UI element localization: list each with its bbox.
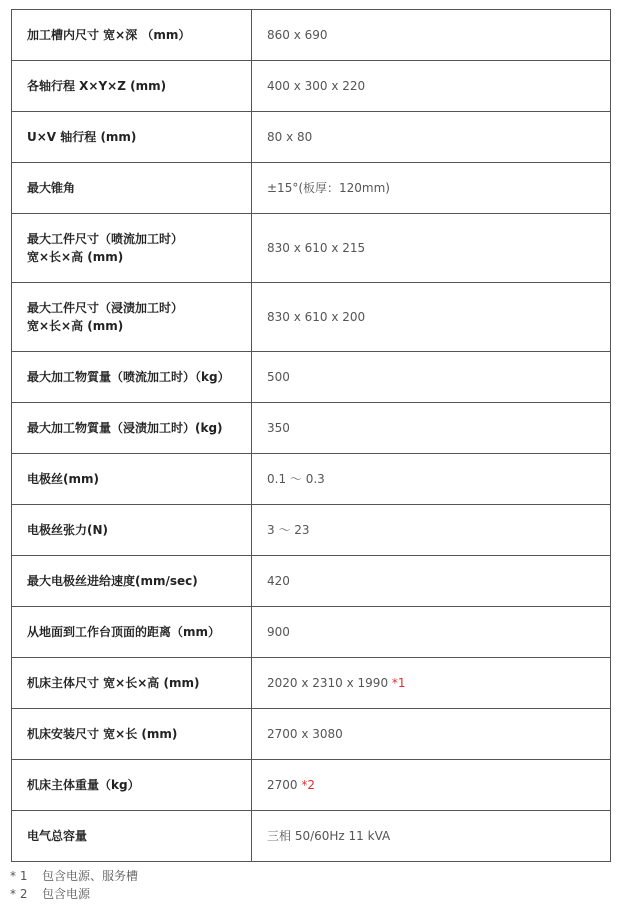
spec-label: 电极丝张力(N) — [12, 505, 252, 556]
spec-label: 最大工件尺寸（浸渍加工时） 宽×长×高 (mm) — [12, 283, 252, 352]
spec-label: 加工槽内尺寸 宽×深 （mm） — [12, 10, 252, 61]
table-row — [12, 163, 611, 214]
table-row — [12, 709, 611, 760]
footnote — [10, 885, 138, 903]
table-row — [12, 556, 611, 607]
spec-value — [252, 709, 611, 760]
spec-label: 各轴行程 X×Y×Z (mm) — [12, 61, 252, 112]
spec-value — [252, 556, 611, 607]
table-row — [12, 61, 611, 112]
spec-value — [252, 658, 611, 709]
spec-value — [252, 10, 611, 61]
spec-value — [252, 352, 611, 403]
spec-label: 最大工件尺寸（喷流加工时） 宽×长×高 (mm) — [12, 214, 252, 283]
table-row — [12, 214, 611, 283]
spec-value-text: 3 ～ 23 — [267, 523, 310, 537]
footnote-text: 包含电源 — [42, 887, 91, 901]
spec-value — [252, 214, 611, 283]
spec-value-text: 80 x 80 — [267, 130, 313, 144]
footnote-ref: *1 — [391, 676, 406, 690]
spec-value — [252, 163, 611, 214]
table-row — [12, 760, 611, 811]
table-row — [12, 403, 611, 454]
footnotes — [10, 867, 138, 903]
spec-label: 最大锥角 — [12, 163, 252, 214]
footnote-mark: * 1 — [10, 869, 28, 883]
spec-value — [252, 607, 611, 658]
spec-value — [252, 283, 611, 352]
table-row — [12, 658, 611, 709]
spec-label: 最大加工物質量（喷流加工时）（kg） — [12, 352, 252, 403]
table-row — [12, 283, 611, 352]
spec-value-text: ±15°(板厚：120mm) — [267, 181, 390, 195]
footnote-ref: *2 — [301, 778, 316, 792]
spec-value-text: 0.1 ～ 0.3 — [267, 472, 325, 486]
spec-value — [252, 505, 611, 556]
spec-value-text: 2020 x 2310 x 1990 — [267, 676, 389, 690]
footnote-mark: * 2 — [10, 887, 28, 901]
spec-value-text: 900 — [267, 625, 290, 639]
table-row — [12, 352, 611, 403]
spec-value-text: 三相 50/60Hz 11 kVA — [267, 829, 391, 843]
spec-value — [252, 760, 611, 811]
table-row — [12, 811, 611, 862]
table-row — [12, 505, 611, 556]
spec-label: U×V 轴行程 (mm) — [12, 112, 252, 163]
spec-value — [252, 811, 611, 862]
spec-label: 最大电极丝进给速度(mm/sec) — [12, 556, 252, 607]
spec-value — [252, 61, 611, 112]
spec-label: 最大加工物質量（浸渍加工时）(kg) — [12, 403, 252, 454]
spec-label: 电气总容量 — [12, 811, 252, 862]
spec-value-text: 2700 x 3080 — [267, 727, 343, 741]
spec-label: 机床主体重量（kg） — [12, 760, 252, 811]
spec-value-text: 420 — [267, 574, 290, 588]
spec-label: 从地面到工作台顶面的距离（mm） — [12, 607, 252, 658]
spec-table — [11, 9, 611, 862]
spec-value-text: 2700 — [267, 778, 298, 792]
spec-value-text: 860 x 690 — [267, 28, 328, 42]
spec-value-text: 500 — [267, 370, 290, 384]
table-row — [12, 454, 611, 505]
footnote-text: 包含电源、服务槽 — [42, 869, 139, 883]
footnote — [10, 867, 138, 885]
table-row — [12, 607, 611, 658]
spec-value — [252, 112, 611, 163]
spec-label: 机床主体尺寸 宽×长×高 (mm) — [12, 658, 252, 709]
spec-value-text: 400 x 300 x 220 — [267, 79, 366, 93]
spec-value-text: 830 x 610 x 200 — [267, 310, 366, 324]
table-row — [12, 112, 611, 163]
spec-value — [252, 403, 611, 454]
spec-value-text: 350 — [267, 421, 290, 435]
spec-value — [252, 454, 611, 505]
table-row — [12, 10, 611, 61]
spec-value-text: 830 x 610 x 215 — [267, 241, 366, 255]
spec-label: 机床安装尺寸 宽×长 (mm) — [12, 709, 252, 760]
spec-label: 电极丝(mm) — [12, 454, 252, 505]
